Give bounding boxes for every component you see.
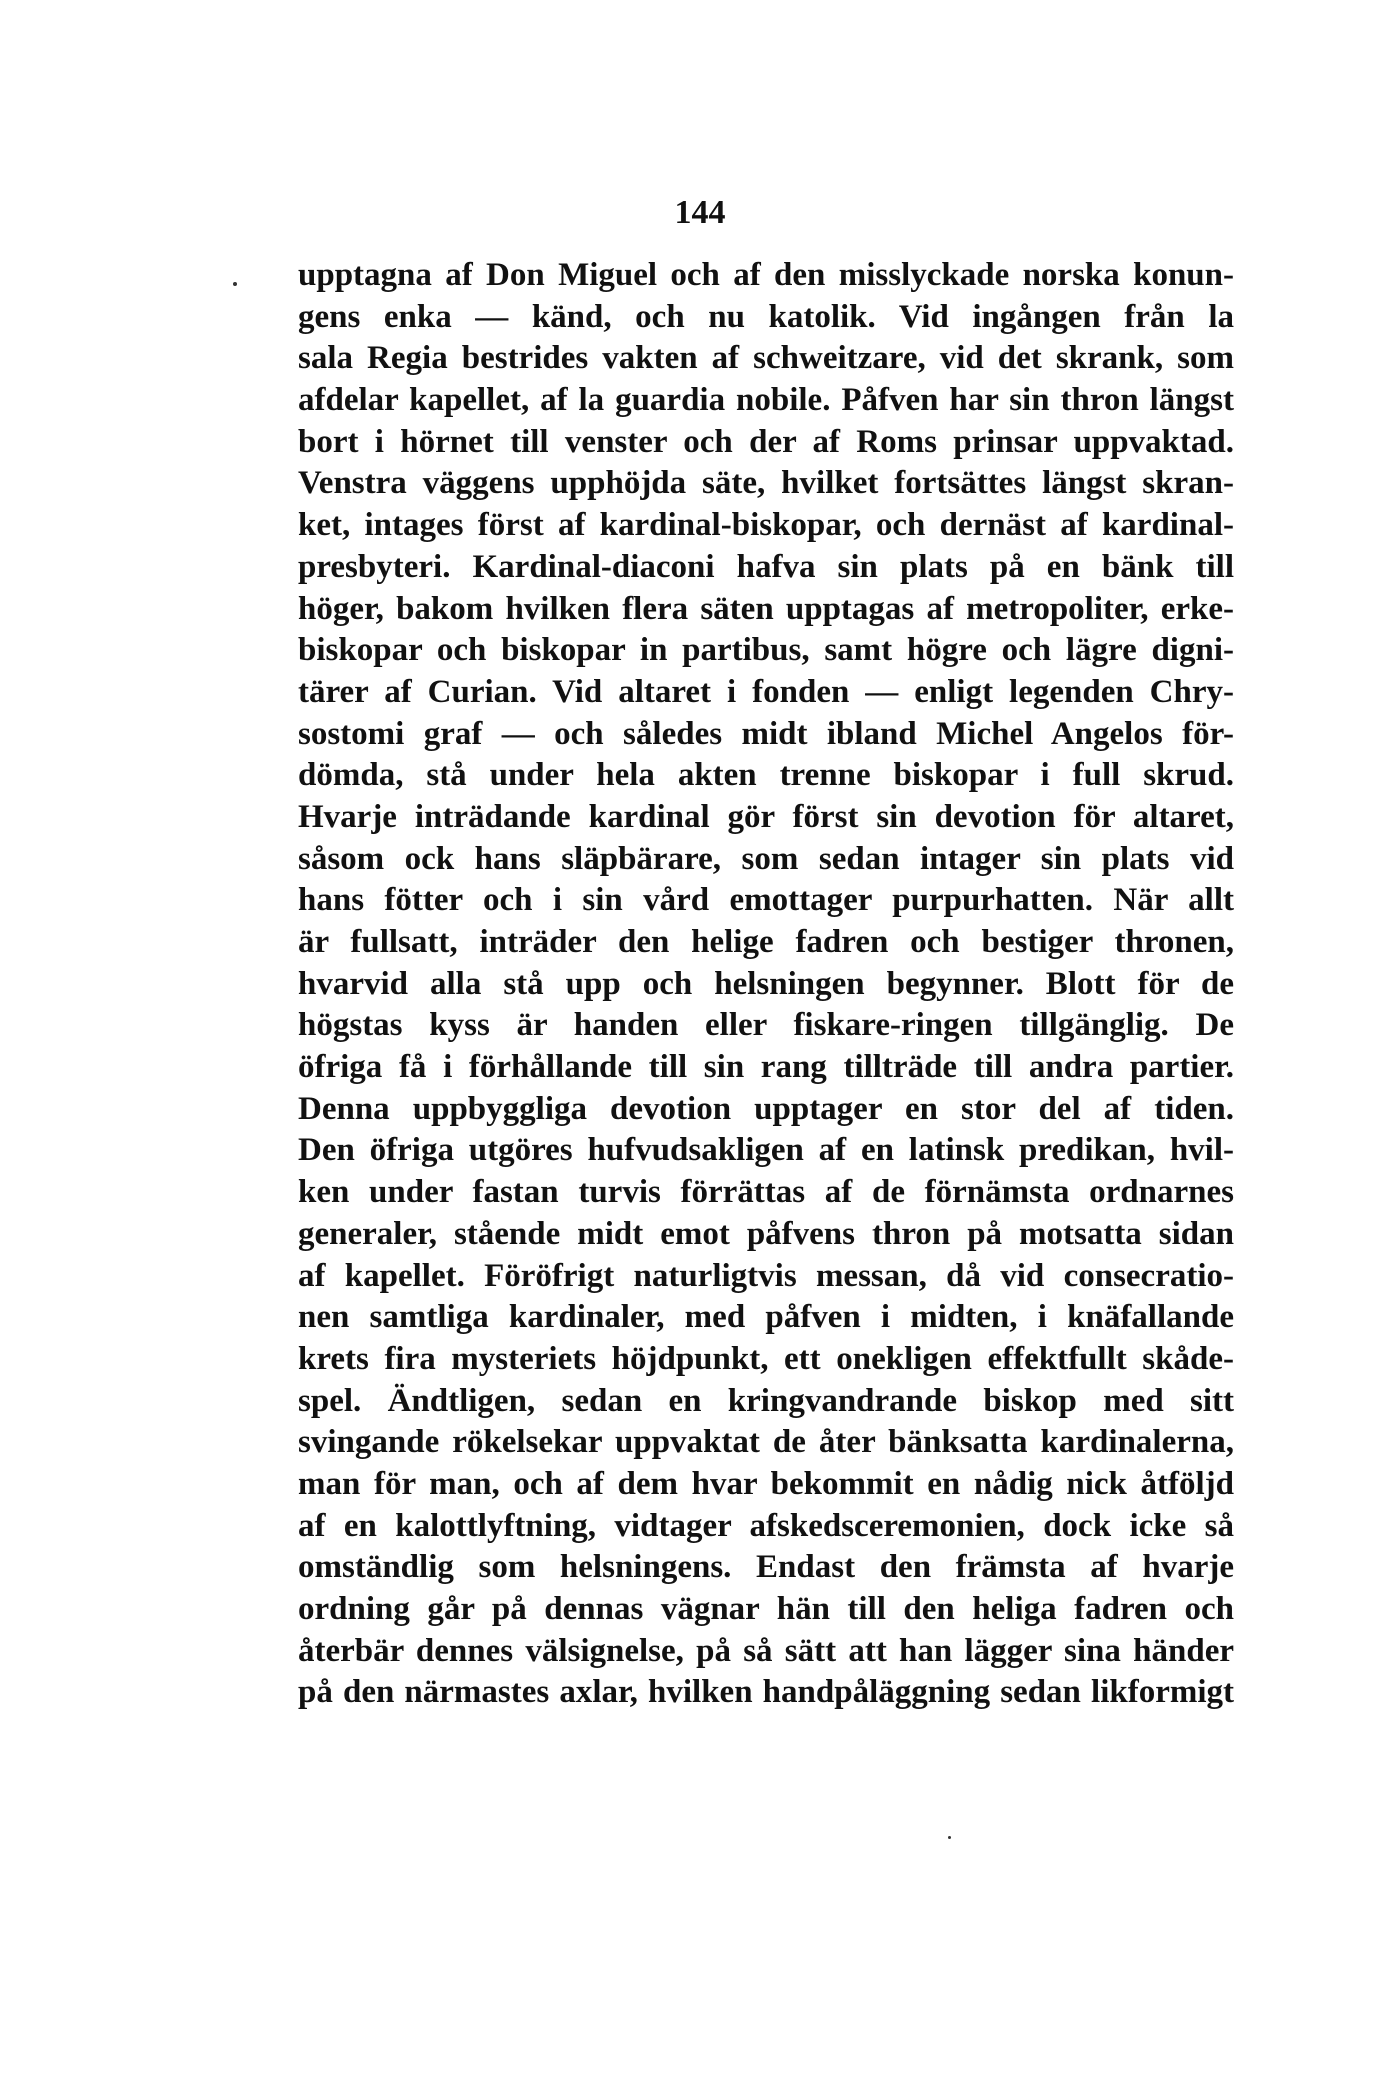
- text-line: höger, bakom hvilken flera säten upptagas af metropoliter, erke-: [298, 590, 1234, 627]
- stray-mark: [233, 282, 237, 286]
- text-line: biskopar och biskopar in partibus, samt högre och lägre digni-: [298, 632, 1234, 669]
- text-line: hans fötter och i sin vård emottager purpurhatten. När allt: [298, 882, 1234, 919]
- text-line: högstas kyss är handen eller fiskare-ringen tillgänglig. De: [298, 1007, 1234, 1044]
- text-line: Den öfriga utgöres hufvudsakligen af en latinsk predikan, hvil-: [298, 1132, 1234, 1169]
- text-line: upptagna af Don Miguel och af den misslyckade norska konun-: [298, 257, 1234, 293]
- text-line: ket, intages först af kardinal-biskopar, och dernäst af kardinal-: [298, 507, 1234, 544]
- text-line: återbär dennes välsignelse, på så sätt att han lägger sina händer: [298, 1632, 1234, 1669]
- text-line: Hvarje inträdande kardinal gör först sin devotion för altaret,: [298, 798, 1234, 835]
- text-line: Venstra väggens upphöjda säte, hvilket fortsättes längst skran-: [298, 465, 1234, 502]
- text-line: såsom ock hans släpbärare, som sedan intager sin plats vid: [298, 840, 1234, 877]
- stray-mark: [948, 1836, 951, 1839]
- text-line: afdelar kapellet, af la guardia nobile. Påfven har sin thron längst: [298, 382, 1234, 419]
- text-line: af kapellet. Föröfrigt naturligtvis messan, då vid consecratio-: [298, 1257, 1234, 1294]
- text-line: presbyteri. Kardinal-diaconi hafva sin plats på en bänk till: [298, 548, 1234, 585]
- text-line: bort i hörnet till venster och der af Roms prinsar uppvaktad.: [298, 423, 1234, 460]
- text-line: ordning går på dennas vägnar hän till den heliga fadren och: [298, 1591, 1234, 1627]
- text-line: sala Regia bestrides vakten af schweitzare, vid det skrank, som: [298, 340, 1234, 377]
- page-number: 144: [674, 194, 726, 231]
- text-line: spel. Ändtligen, sedan en kringvandrande biskop med sitt: [298, 1382, 1234, 1419]
- text-line: Denna uppbyggliga devotion upptager en stor del af tiden.: [298, 1090, 1234, 1127]
- body-text: [298, 255, 1234, 1714]
- text-line: krets fira mysteriets höjdpunkt, ett onekligen effektfullt skåde-: [298, 1340, 1234, 1377]
- text-line: nen samtliga kardinaler, med påfven i midten, i knäfallande: [298, 1299, 1234, 1336]
- text-line: på den närmastes axlar, hvilken handpåläggning sedan likformigt: [298, 1674, 1234, 1711]
- text-line: man för man, och af dem hvar bekommit en nådig nick åtföljd: [298, 1465, 1234, 1502]
- text-line: öfriga få i förhållande till sin rang tillträde till andra partier.: [298, 1049, 1234, 1086]
- text-line: dömda, stå under hela akten trenne biskopar i full skrud.: [298, 757, 1234, 794]
- text-line: generaler, stående midt emot påfvens thron på motsatta sidan: [298, 1215, 1234, 1252]
- text-line: hvarvid alla stå upp och helsningen begynner. Blott för de: [298, 965, 1234, 1002]
- text-line: är fullsatt, inträder den helige fadren och bestiger thronen,: [298, 924, 1234, 960]
- text-line: tärer af Curian. Vid altaret i fonden — enligt legenden Chry-: [298, 673, 1234, 710]
- text-line: omständlig som helsningens. Endast den främsta af hvarje: [298, 1549, 1234, 1586]
- text-line: sostomi graf — och således midt ibland Michel Angelos för-: [298, 715, 1234, 752]
- text-line: gens enka — känd, och nu katolik. Vid ingången från la: [298, 298, 1234, 335]
- text-line: svingande rökelsekar uppvaktat de åter bänksatta kardinalerna,: [298, 1424, 1234, 1461]
- text-line: ken under fastan turvis förrättas af de förnämsta ordnarnes: [298, 1174, 1234, 1211]
- text-line: af en kalottlyftning, vidtager afskedsceremonien, dock icke så: [298, 1507, 1234, 1544]
